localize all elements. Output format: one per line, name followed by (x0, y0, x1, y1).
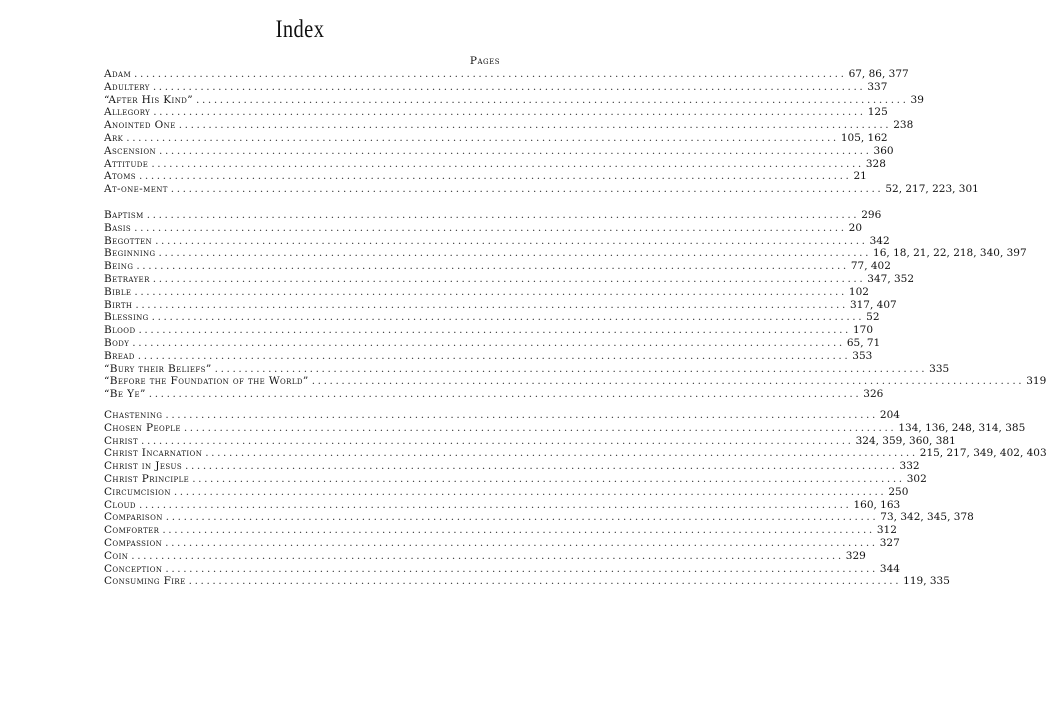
dot-leader: ........................................................................................................................ (151, 311, 865, 324)
index-entry (104, 170, 867, 183)
dot-leader: ........................................................................................................................ (192, 472, 905, 485)
page-numbers: 317, 407 (849, 298, 897, 311)
page-numbers: 119, 335 (903, 575, 950, 588)
dot-leader: ........................................................................................................................ (151, 157, 864, 170)
index-entry (104, 421, 1026, 435)
dot-leader: ........................................................................................................................ (134, 221, 847, 234)
index-term: Christ in Jesus (104, 460, 183, 473)
page-numbers: 215, 217, 349, 402, 403 (919, 447, 1047, 460)
page-numbers: 250 (888, 485, 909, 498)
index-entry (104, 409, 900, 422)
index-term: “Bury their Beliefs” (104, 362, 212, 375)
page-numbers: 332 (899, 460, 920, 473)
page-numbers: 67, 86, 377 (848, 68, 909, 80)
page-numbers: 360 (873, 144, 894, 157)
page-numbers: 21 (853, 170, 867, 183)
index-term: Ascension (104, 144, 156, 157)
index-entry (104, 562, 900, 576)
page-numbers: 329 (845, 549, 866, 562)
page-numbers: 335 (929, 362, 950, 375)
page-numbers: 327 (879, 536, 900, 549)
index-term: “Before the Foundation of the World” (104, 375, 309, 388)
page-numbers: 204 (879, 409, 900, 421)
index-section-a (104, 68, 979, 196)
index-entry (104, 472, 927, 486)
dot-leader: ........................................................................................................................ (148, 388, 862, 401)
page-numbers: 134, 136, 248, 314, 385 (898, 421, 1026, 434)
index-entry (104, 285, 869, 299)
index-entry (104, 349, 873, 363)
index-entry (104, 234, 890, 248)
index-entry (104, 375, 1047, 388)
index-entry (104, 511, 974, 524)
dot-leader: ........................................................................................................................ (137, 349, 851, 362)
index-entry (104, 298, 897, 312)
index-term: Adultery (104, 80, 150, 93)
index-entry (104, 447, 1047, 460)
index-entry (104, 260, 891, 273)
page-numbers: 20 (848, 221, 863, 234)
dot-leader: ........................................................................................................................ (146, 209, 860, 221)
index-term: Beginning (104, 247, 156, 260)
dot-leader: ........................................................................................................................ (205, 447, 918, 460)
dot-leader: ........................................................................................................................ (132, 336, 845, 349)
index-term: Anointed One (104, 119, 176, 132)
index-entry (104, 549, 866, 563)
page-numbers: 52 (866, 311, 880, 324)
dot-leader: ........................................................................................................................ (138, 324, 851, 337)
index-entry (104, 157, 886, 171)
index-entry (104, 460, 920, 473)
index-term: Ark (104, 131, 124, 144)
dot-leader: ........................................................................................................................ (178, 119, 892, 132)
dot-leader: ........................................................................................................................ (311, 375, 1025, 388)
index-term: Comparison (104, 511, 163, 524)
index-term: Birth (104, 298, 133, 311)
index-entry (104, 536, 900, 550)
dot-leader: ........................................................................................................................ (165, 409, 878, 421)
page-numbers: 344 (879, 562, 900, 575)
index-entry (104, 247, 1027, 260)
index-entry (104, 209, 882, 222)
index-entry (104, 272, 915, 286)
index-entry (104, 485, 909, 499)
index-entry (104, 68, 909, 81)
index-entry (104, 144, 894, 158)
index-entry (104, 93, 924, 107)
dot-leader: ........................................................................................................................ (141, 434, 854, 447)
dot-leader: ........................................................................................................................ (152, 272, 866, 285)
index-term: Bible (104, 285, 132, 298)
page-numbers: 160, 163 (853, 498, 901, 511)
page-numbers: 52, 217, 223, 301 (885, 183, 979, 196)
dot-leader: ........................................................................................................................ (162, 524, 875, 537)
index-entry (104, 221, 863, 235)
index-term: Chosen People (104, 421, 181, 434)
index-term: Begotten (104, 234, 153, 247)
index-term: Compassion (104, 536, 163, 549)
dot-leader: ........................................................................................................................ (165, 562, 878, 575)
page-numbers: 319 (1026, 375, 1047, 388)
page-numbers: 65, 71 (846, 336, 881, 349)
index-term: Christ Principle (104, 472, 190, 485)
dot-leader: ........................................................................................................................ (152, 80, 866, 93)
dot-leader: ........................................................................................................................ (138, 498, 852, 511)
dot-leader: ........................................................................................................................ (155, 234, 868, 247)
index-term: Betrayer (104, 272, 150, 285)
index-entry (104, 183, 979, 196)
dot-leader: ........................................................................................................................ (165, 511, 879, 524)
index-entry (104, 324, 874, 337)
dot-leader: ........................................................................................................................ (188, 575, 902, 588)
index-entry (104, 311, 880, 324)
index-term: Comforter (104, 524, 160, 537)
index-term: Consuming Fire (104, 575, 186, 588)
dot-leader: ........................................................................................................................ (153, 106, 866, 119)
page-numbers: 326 (863, 388, 884, 401)
page-numbers: 324, 359, 360, 381 (855, 434, 956, 447)
index-term: At-one-ment (104, 183, 168, 196)
page-numbers: 312 (876, 524, 897, 537)
page-numbers: 342 (869, 234, 890, 247)
index-entry (104, 336, 881, 350)
index-term: Coin (104, 549, 129, 562)
dot-leader: ........................................................................................................................ (173, 485, 887, 498)
index-term: Being (104, 260, 134, 273)
dot-leader: ........................................................................................................................ (185, 460, 898, 473)
index-entry (104, 434, 956, 448)
page-numbers: 238 (893, 119, 914, 132)
dot-leader: ........................................................................................................................ (134, 68, 847, 80)
pages-column-header: Pages (469, 55, 500, 67)
dot-leader: ........................................................................................................................ (159, 144, 872, 157)
page-numbers: 347, 352 (867, 272, 915, 285)
index-term: Christ (104, 434, 139, 447)
page-numbers: 328 (865, 157, 886, 170)
index-term: Conception (104, 562, 163, 575)
page-numbers: 353 (852, 349, 873, 362)
index-entry (104, 575, 950, 588)
dot-leader: ........................................................................................................................ (136, 260, 849, 273)
page-numbers: 73, 342, 345, 378 (880, 511, 974, 524)
index-entry (104, 388, 884, 401)
index-term: Baptism (104, 209, 144, 221)
page-numbers: 125 (867, 106, 888, 119)
dot-leader: ........................................................................................................................ (138, 170, 852, 183)
dot-leader: ........................................................................................................................ (126, 131, 839, 144)
dot-leader: ........................................................................................................................ (214, 362, 928, 375)
index-term: Chastening (104, 409, 163, 421)
dot-leader: ........................................................................................................................ (165, 536, 878, 549)
index-term: “Be Ye” (104, 388, 146, 401)
index-section-c (104, 409, 1047, 588)
dot-leader: ........................................................................................................................ (170, 183, 884, 196)
page-numbers: 102 (848, 285, 869, 298)
index-term: Allegory (104, 106, 151, 119)
index-term: “After His Kind” (104, 93, 194, 106)
page-numbers: 170 (853, 324, 874, 337)
page-numbers: 16, 18, 21, 22, 218, 340, 397 (873, 247, 1027, 260)
index-term: Basis (104, 221, 132, 234)
index-term: Atoms (104, 170, 136, 183)
page-numbers: 337 (867, 80, 888, 93)
index-entry (104, 119, 914, 132)
page-numbers: 302 (906, 472, 927, 485)
index-section-b (104, 209, 1047, 401)
page-numbers: 296 (861, 209, 882, 221)
index-entry (104, 498, 901, 512)
index-term: Attitude (104, 157, 149, 170)
index-term: Bread (104, 349, 135, 362)
index-entry (104, 524, 897, 537)
dot-leader: ........................................................................................................................ (158, 247, 872, 260)
dot-leader: ........................................................................................................................ (134, 285, 847, 298)
index-term: Body (104, 336, 130, 349)
index-term: Blessing (104, 311, 149, 324)
index-term: Circumcision (104, 485, 171, 498)
dot-leader: ........................................................................................................................ (135, 298, 848, 311)
index-term: Christ Incarnation (104, 447, 203, 460)
page-numbers: 77, 402 (850, 260, 891, 273)
page-numbers: 105, 162 (840, 131, 888, 144)
page-title: Index (275, 16, 325, 43)
index-term: Adam (104, 68, 132, 80)
index-entry (104, 131, 888, 145)
index-term: Blood (104, 324, 136, 337)
index-entry (104, 80, 888, 94)
index-entry (104, 106, 888, 119)
dot-leader: ........................................................................................................................ (196, 93, 909, 106)
index-term: Cloud (104, 498, 136, 511)
index-entry (104, 362, 950, 376)
dot-leader: ........................................................................................................................ (131, 549, 844, 562)
dot-leader: ........................................................................................................................ (183, 421, 897, 434)
page-numbers: 39 (910, 93, 924, 106)
